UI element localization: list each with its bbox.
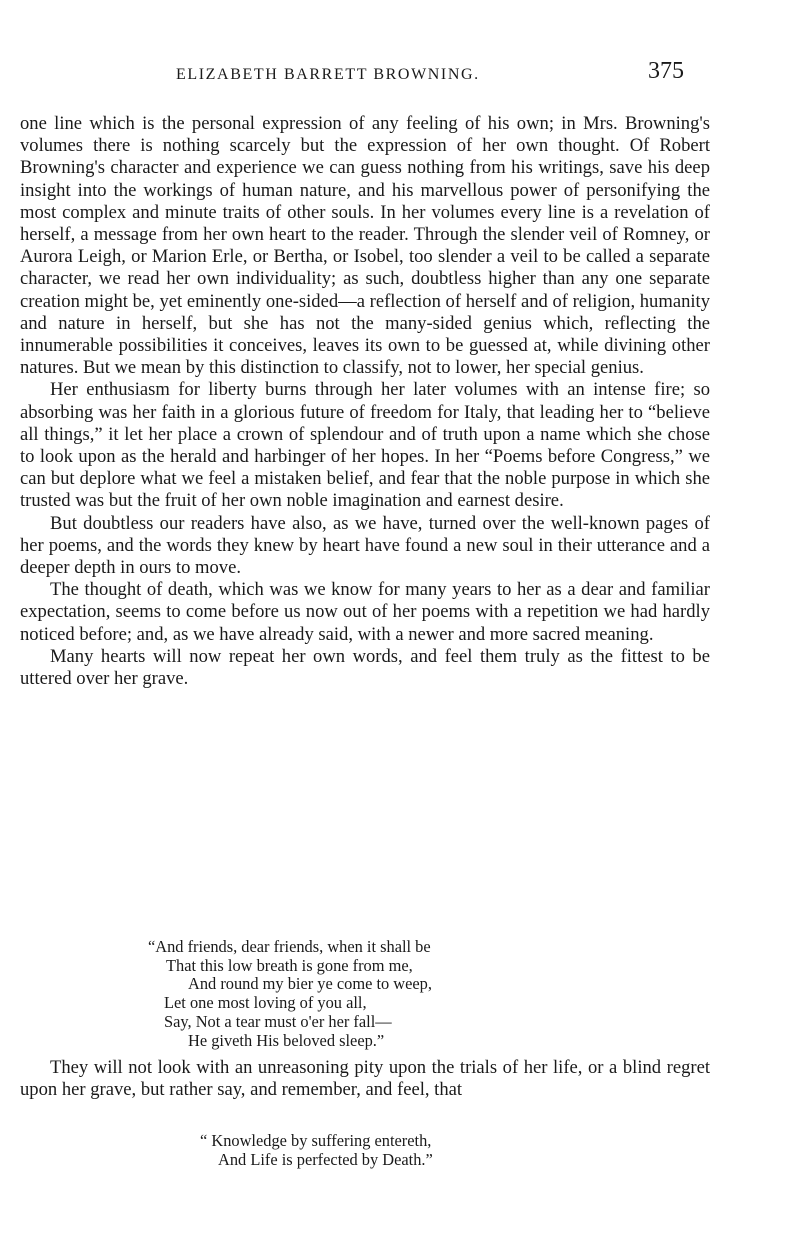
poem-line: Let one most loving of you all, xyxy=(164,993,367,1013)
poem-line: He giveth His beloved sleep.” xyxy=(188,1030,385,1050)
quote-line: And Life is perfected by Death.” xyxy=(218,1150,433,1169)
poem-line: And round my bier ye come to weep, xyxy=(188,974,432,994)
paragraph: Her enthusiasm for liberty burns through her later volumes with an intense fire; so absorbing was her faith in a glorious future of freedom for Italy, that leading her to “believe all things,” it let her place a crown of splendour and of truth upon a name which she chose to look upon as the herald and harbinger of her hopes. In her “Poems before Congress,” we can but deplore what we feel a mistaken belief, and fear that the noble purpose in which she trusted was but the fruit of her own noble imagination and earnest desire. xyxy=(20,379,710,512)
quote-line: “ Knowledge by suffering entereth, xyxy=(200,1131,432,1150)
running-header xyxy=(0,58,793,88)
poem-quotation xyxy=(148,938,432,1050)
paragraph: one line which is the personal expression of any feeling of his own; in Mrs. Browning's volumes there is nothing scarcely but the expression of her own thought. Of Robert Browning's character and experience we can guess nothing from his writings, save his deep insight into the workings of human nature, and his marvellous power of personifying the most complex and minute traits of other souls. In her volumes every line is a revelation of herself, a message from her own heart to the reader. Through the slender veil of Romney, or Aurora Leigh, or Marion Erle, or Bertha, or Isobel, too slender a veil to be called a separate character, we read her own individuality; as such, doubtless higher than any one separate creation might be, yet eminently one-sided—a reflection of herself and of religion, humanity and nature in herself, but she has not the many-sided genius which, reflecting the innumerable possibilities it conceives, leaves its own to be guessed at, while divining other natures. But we mean by this distinction to classify, not to lower, her special genius. xyxy=(20,113,710,379)
poem-line: “And friends, dear friends, when it shall be xyxy=(148,937,431,956)
closing-quotation xyxy=(200,1131,433,1169)
paragraph: The thought of death, which was we know for many years to her as a dear and familiar expectation, seems to come before us now out of her poems with a repetition we had hardly noticed before; and, as we have already said, with a newer and more sacred meaning. xyxy=(20,579,710,645)
page-number: 375 xyxy=(648,58,684,84)
running-title: ELIZABETH BARRETT BROWNING. xyxy=(176,66,480,83)
paragraph: Many hearts will now repeat her own words, and feel them truly as the fittest to be uttered over her grave. xyxy=(20,645,710,690)
closing-paragraph: They will not look with an unreasoning pity upon the trials of her life, or a blind regret upon her grave, but rather say, and remember, and feel, that xyxy=(20,1057,710,1101)
body-text xyxy=(20,113,710,690)
poem-line: That this low breath is gone from me, xyxy=(166,955,413,975)
paragraph: But doubtless our readers have also, as we have, turned over the well-known pages of her poems, and the words they knew by heart have found a new soul in their utterance and a deeper depth in ours to move. xyxy=(20,512,710,579)
closing-paragraph-block xyxy=(20,1057,710,1101)
poem-line: Say, Not a tear must o'er her fall— xyxy=(164,1011,392,1031)
